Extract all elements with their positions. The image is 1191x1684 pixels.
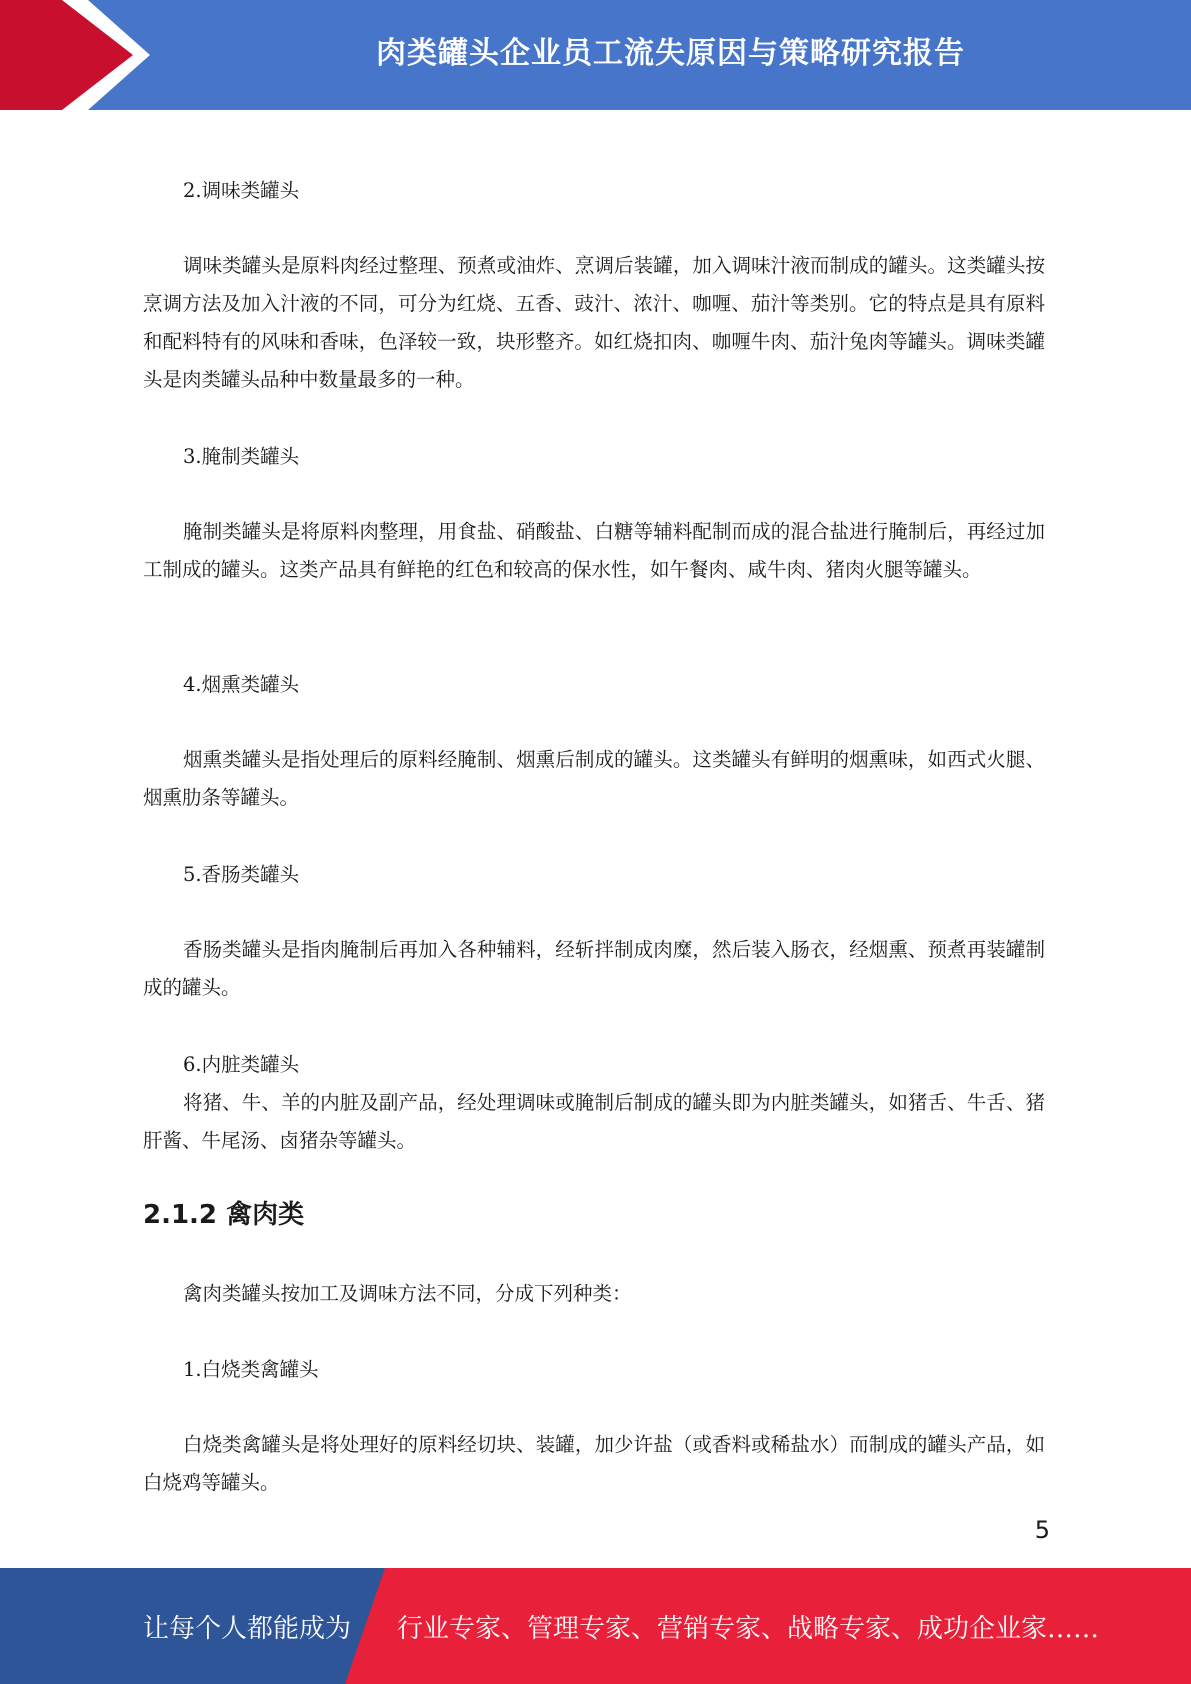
paragraph-seasoned-cans: 调味类罐头是原料肉经过整理、预煮或油炸、烹调后装罐，加入调味汁液而制成的罐头。这类罐头按烹调方法及加入汁液的不同，可分为红烧、五香、豉汁、浓汁、咖喱、茄汁等类别。它的特点是具有原料和配料特有的风味和香味，色泽较一致，块形整齐。如红烧扣肉、咖喱牛肉、茄汁兔肉等罐头。调味类罐头是肉类罐头品种中数量最多的一种。 (143, 254, 1045, 391)
subheading-white-cooked-poultry: 1.白烧类禽罐头 (183, 1358, 319, 1381)
section-heading-poultry: 2.1.2 禽肉类 (143, 1200, 305, 1230)
page-header (0, 0, 1191, 110)
paragraph-white-cooked-poultry: 白烧类禽罐头是将处理好的原料经切块、装罐，加少许盐（或香料或稀盐水）而制成的罐头产品，如白烧鸡等罐头。 (143, 1433, 1045, 1494)
paragraph-smoked-cans: 烟熏类罐头是指处理后的原料经腌制、烟熏后制成的罐头。这类罐头有鲜明的烟熏味，如西式火腿、烟熏肋条等罐头。 (143, 748, 1045, 809)
subheading-seasoned-cans: 2.调味类罐头 (183, 179, 300, 202)
subheading-sausage-cans: 5.香肠类罐头 (183, 863, 300, 886)
paragraph-cured-cans: 腌制类罐头是将原料肉整理，用食盐、硝酸盐、白糖等辅料配制而成的混合盐进行腌制后，再经过加工制成的罐头。这类产品具有鲜艳的红色和较高的保水性，如午餐肉、咸牛肉、猪肉火腿等罐头。 (143, 520, 1045, 581)
subheading-offal-cans: 6.内脏类罐头 (183, 1053, 300, 1076)
subheading-smoked-cans: 4.烟熏类罐头 (183, 673, 300, 696)
page-number: 5 (1034, 1516, 1050, 1544)
page-footer (0, 1568, 1191, 1684)
report-title: 肉类罐头企业员工流失原因与策略研究报告 (376, 36, 965, 71)
paragraph-sausage-cans: 香肠类罐头是指肉腌制后再加入各种辅料，经斩拌制成肉糜，然后装入肠衣，经烟熏、预煮再装罐制成的罐头。 (143, 938, 1045, 999)
paragraph-offal-cans: 将猪、牛、羊的内脏及副产品，经处理调味或腌制后制成的罐头即为内脏类罐头，如猪舌、牛舌、猪肝酱、牛尾汤、卤猪杂等罐头。 (143, 1091, 1045, 1152)
paragraph-poultry-intro: 禽肉类罐头按加工及调味方法不同，分成下列种类： (183, 1282, 632, 1305)
footer-slogan-left: 让每个人都能成为 (143, 1613, 352, 1644)
subheading-cured-cans: 3.腌制类罐头 (183, 445, 300, 468)
footer-slogan-right: 行业专家、管理专家、营销专家、战略专家、成功企业家…… (397, 1613, 1100, 1644)
